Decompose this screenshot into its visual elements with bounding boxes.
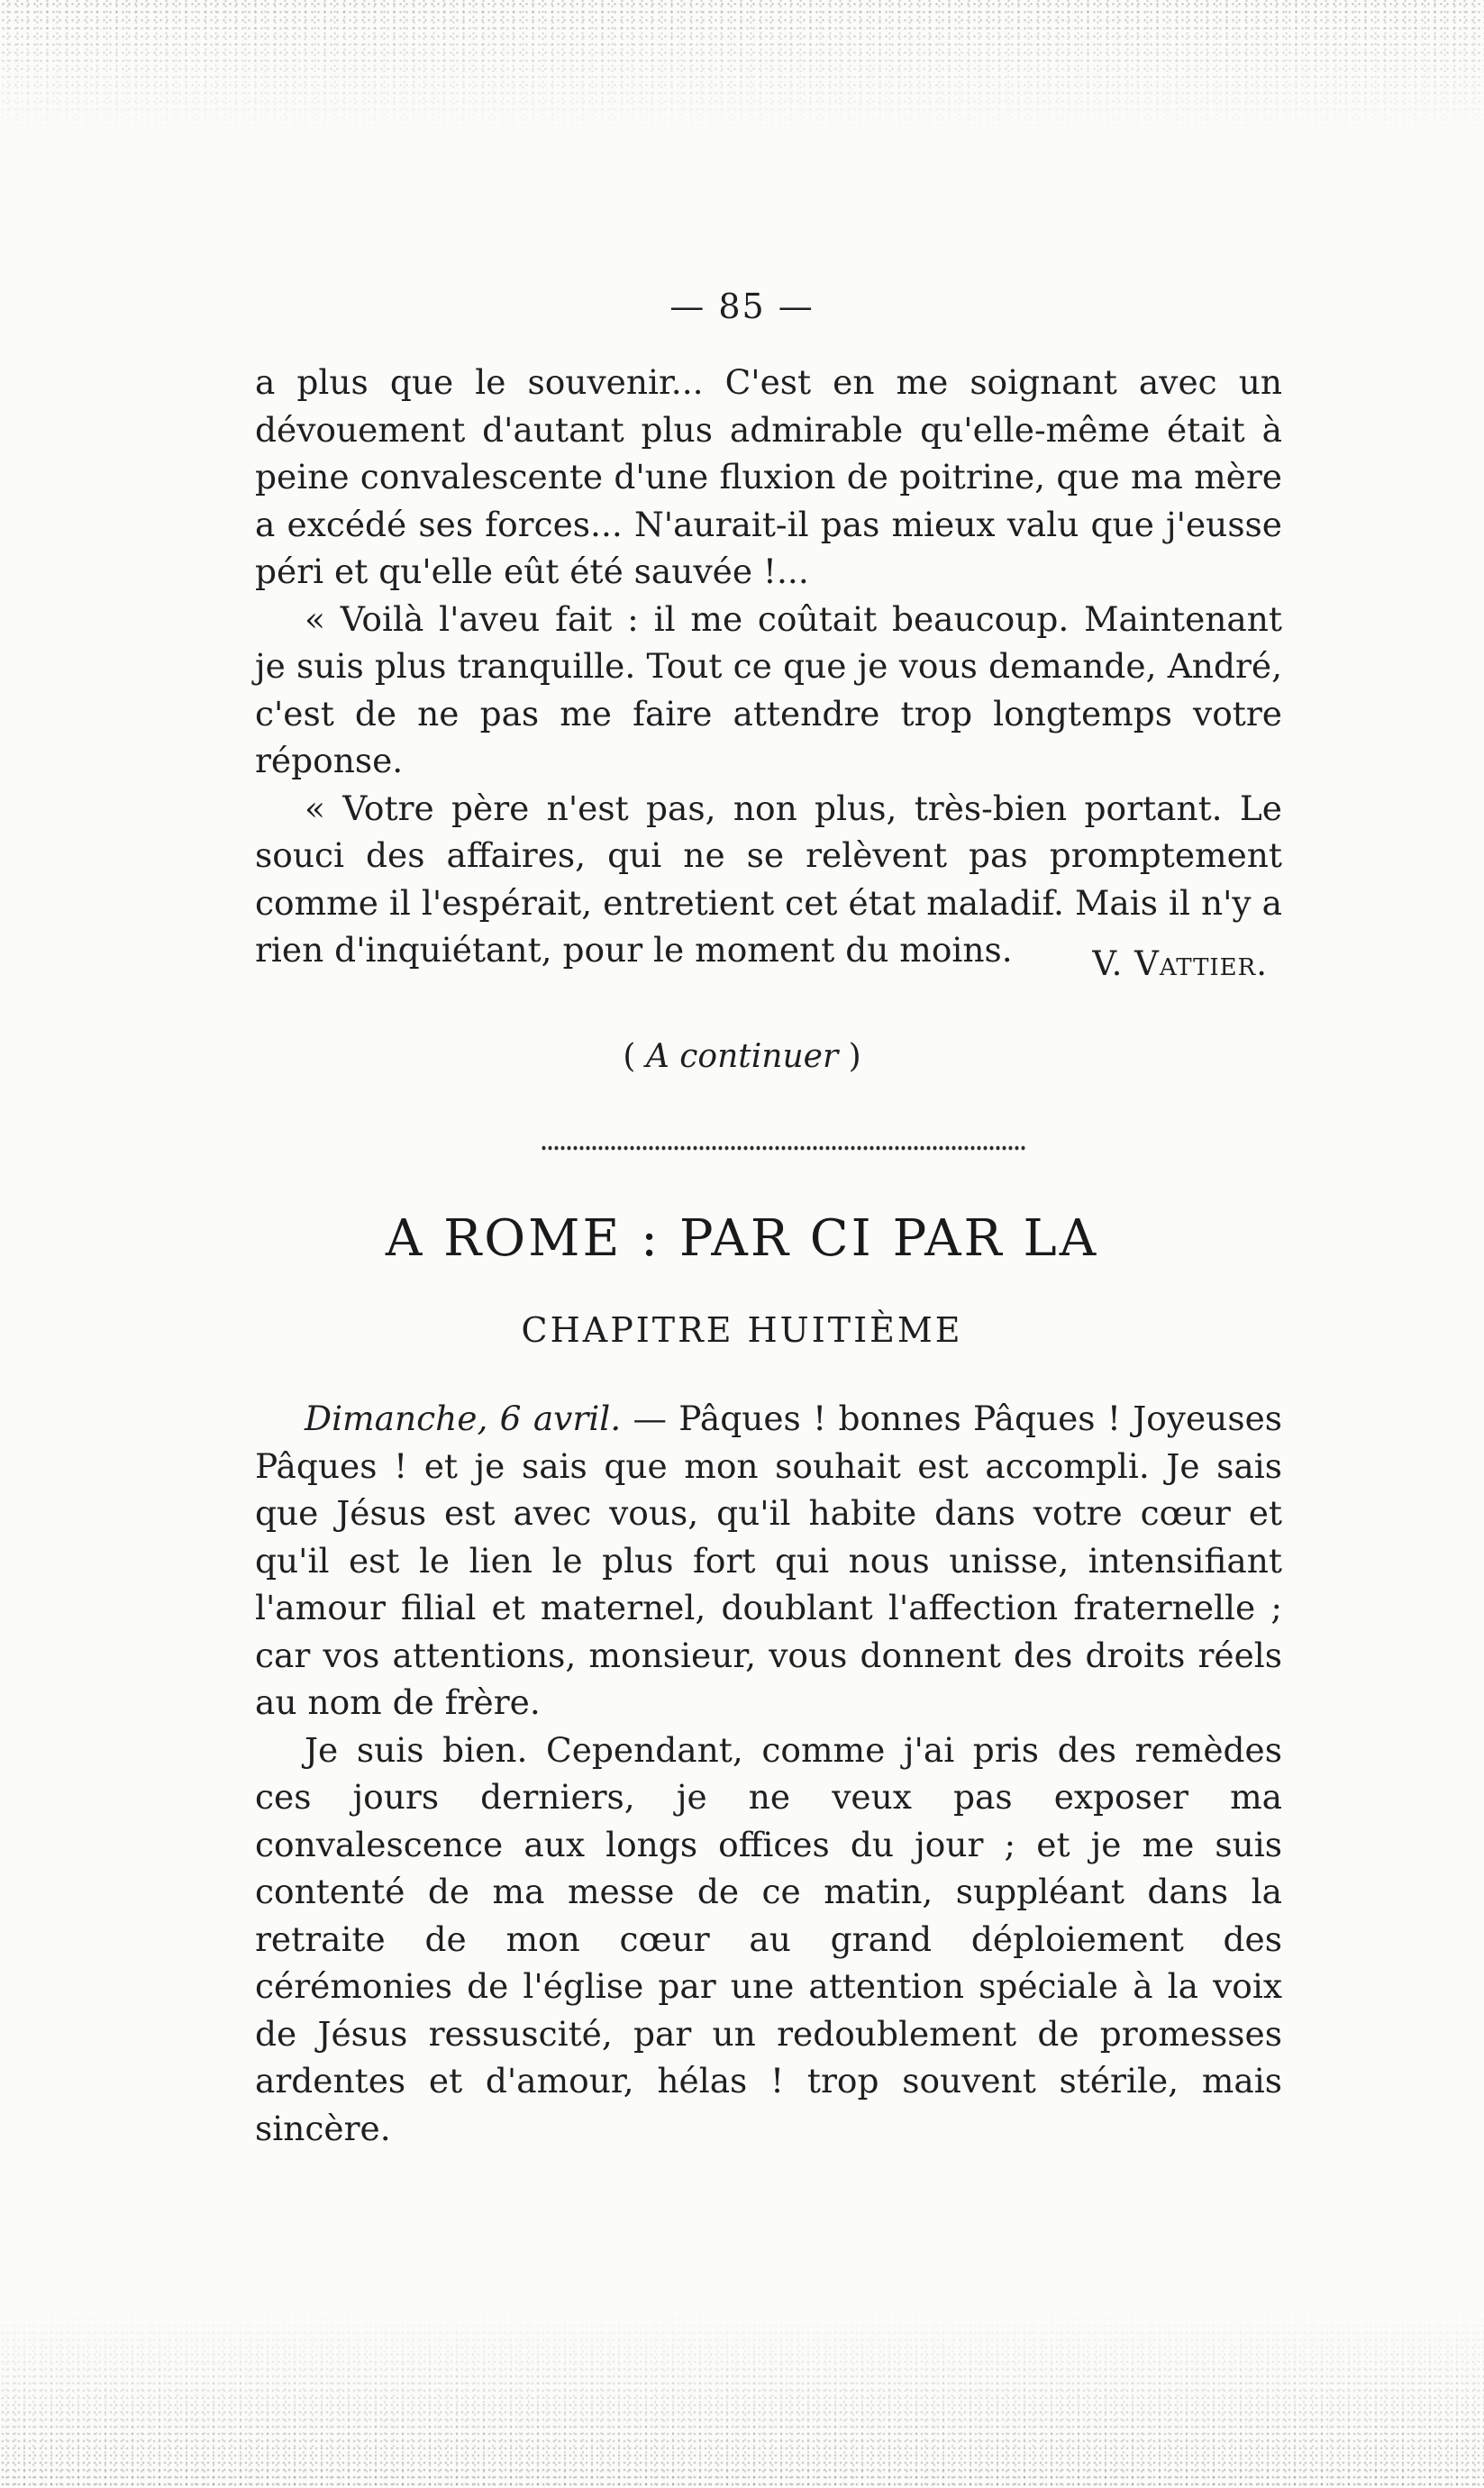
to-be-continued-note <box>0 1038 1484 1075</box>
continue-open: ( <box>623 1038 646 1075</box>
scan-noise-bottom <box>0 2308 1484 2488</box>
chapter-paragraph-2: Je suis bien. Cependant, comme j'ai pris des remèdes ces jours derniers, je ne veux pas exposer ma convalescence aux longs offices du jour ; et je me suis contenté de ma messe de ce matin, suppléant dans la retraite de mon cœur au grand déploiement des cérémonies de l'église par une attention spéciale à la voix de Jésus ressuscité, par un redoublement de promesses ardentes et d'amour, hélas ! trop souvent stérile, mais sincère. <box>255 1729 1282 2148</box>
continue-text: A continuer <box>645 1038 839 1075</box>
page-number: — 85 — <box>669 287 815 326</box>
chapter-body <box>255 1395 1282 2152</box>
continue-close: ) <box>838 1038 861 1075</box>
chapter-paragraph-1-text: — Pâques ! bonnes Pâques ! Joyeuses Pâques ! et je sais que mon souhait est accompli. Je sais que Jésus est avec vous, qu'il habite dans votre cœur et qu'il est le lien le plus fort qui nous unisse, intensifiant l'amour filial et maternel, doublant l'affection fraternelle ; car vos attentions, monsieur, vous donnent des droits réels au nom de frère. <box>255 1399 1283 1722</box>
chapter-title: CHAPITRE HUITIÈME <box>521 1310 963 1350</box>
paragraph-1: a plus que le souvenir... C'est en me soignant avec un dévouement d'autant plus admirable qu'elle-même était à peine convalescente d'une fluxion de poitrine, que ma mère a excédé ses forces... N'aurait-il pas mieux valu que j'eusse péri et qu'elle eût été sauvée !... <box>255 362 1282 591</box>
chapter-paragraph-1 <box>255 1395 1282 1727</box>
scan-noise-top <box>0 0 1484 135</box>
signature-surname: Vattier. <box>1134 944 1268 983</box>
paragraph-3: « Votre père n'est pas, non plus, très-bien portant. Le souci des affaires, qui ne se relèvent pas promptement comme il l'espérait, entretient cet état maladif. Mais il n'y a rien d'inquiétant, pour le moment du moins. <box>255 788 1282 970</box>
author-signature <box>1092 944 1268 983</box>
section-title: A ROME : PAR CI PAR LA <box>385 1209 1099 1268</box>
signature-initial: V. <box>1092 944 1124 983</box>
date-lead: Dimanche, 6 avril. <box>305 1399 622 1438</box>
paragraph-2: « Voilà l'aveu fait : il me coûtait beaucoup. Maintenant je suis plus tranquille. Tout ce que je vous demande, André, c'est de ne pas me faire attendre trop longtemps votre réponse. <box>255 598 1282 780</box>
ornamental-divider <box>541 1143 1027 1153</box>
letter-continuation <box>255 359 1282 974</box>
